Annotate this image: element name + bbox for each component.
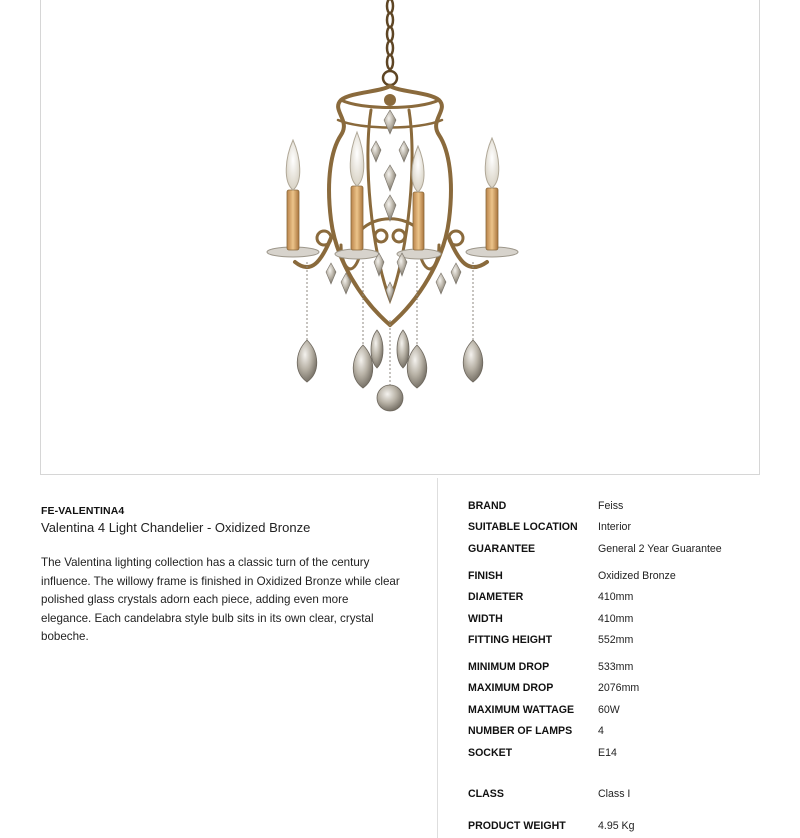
spec-value: Feiss (598, 500, 624, 512)
spec-value: 2076mm (598, 682, 640, 694)
spec-label: FINISH (468, 570, 503, 582)
spec-row-minimum-drop (468, 661, 768, 677)
spec-value: Interior (598, 521, 631, 533)
spec-value: 60W (598, 704, 620, 716)
product-sku: FE-VALENTINA4 (41, 505, 125, 517)
drop-crystals (297, 330, 483, 411)
spec-value: E14 (598, 747, 617, 759)
spec-row-maximum-drop (468, 682, 768, 698)
chandelier-image (41, 0, 761, 476)
spec-label: FITTING HEIGHT (468, 634, 553, 646)
spec-row-product-weight (468, 820, 768, 836)
column-divider (437, 478, 438, 838)
spec-label: PRODUCT WEIGHT (468, 820, 566, 832)
spec-row-diameter (468, 591, 768, 607)
product-description: The Valentina lighting collection has a classic turn of the century influence. The willowy frame is finished in Oxidized Bronze while clear polished glass crystals adorn each piece, adding even more elegance. Each candelabra style bulb sits in its own clear, crystal bobeche. (41, 556, 400, 643)
spec-row-finish (468, 570, 768, 586)
spec-row-width (468, 613, 768, 629)
spec-value: 4 (598, 725, 604, 737)
spec-value: 533mm (598, 661, 634, 673)
spec-row-number-of-lamps (468, 725, 768, 741)
product-image-frame (40, 0, 760, 475)
spec-row-guarantee (468, 543, 768, 559)
spec-value: 410mm (598, 591, 634, 603)
spec-row-socket (468, 747, 768, 763)
spec-label: DIAMETER (468, 591, 524, 603)
spec-value: 4.95 Kg (598, 820, 635, 832)
spec-row-fitting-height (468, 634, 768, 650)
spec-value: Oxidized Bronze (598, 570, 676, 582)
spec-label: WIDTH (468, 613, 503, 625)
spec-row-maximum-wattage (468, 704, 768, 720)
bobeches (267, 247, 518, 259)
chain (383, 0, 397, 85)
spec-row-brand (468, 500, 768, 516)
spec-label: CLASS (468, 788, 504, 800)
spec-label: GUARANTEE (468, 543, 536, 555)
spec-value: General 2 Year Guarantee (598, 543, 722, 555)
spec-value: 552mm (598, 634, 634, 646)
spec-label: SOCKET (468, 747, 513, 759)
frame-crown (384, 94, 396, 106)
spec-label: MINIMUM DROP (468, 661, 550, 673)
spec-label: MAXIMUM WATTAGE (468, 704, 575, 716)
spec-value: Class I (598, 788, 631, 800)
product-title: Valentina 4 Light Chandelier - Oxidized Bronze (41, 520, 311, 535)
spec-label: SUITABLE LOCATION (468, 521, 578, 533)
spec-row-class (468, 788, 768, 804)
spec-label: BRAND (468, 500, 507, 512)
spec-row-suitable-location (468, 521, 768, 537)
spec-value: 410mm (598, 613, 634, 625)
spec-label: NUMBER OF LAMPS (468, 725, 573, 737)
spec-label: MAXIMUM DROP (468, 682, 554, 694)
